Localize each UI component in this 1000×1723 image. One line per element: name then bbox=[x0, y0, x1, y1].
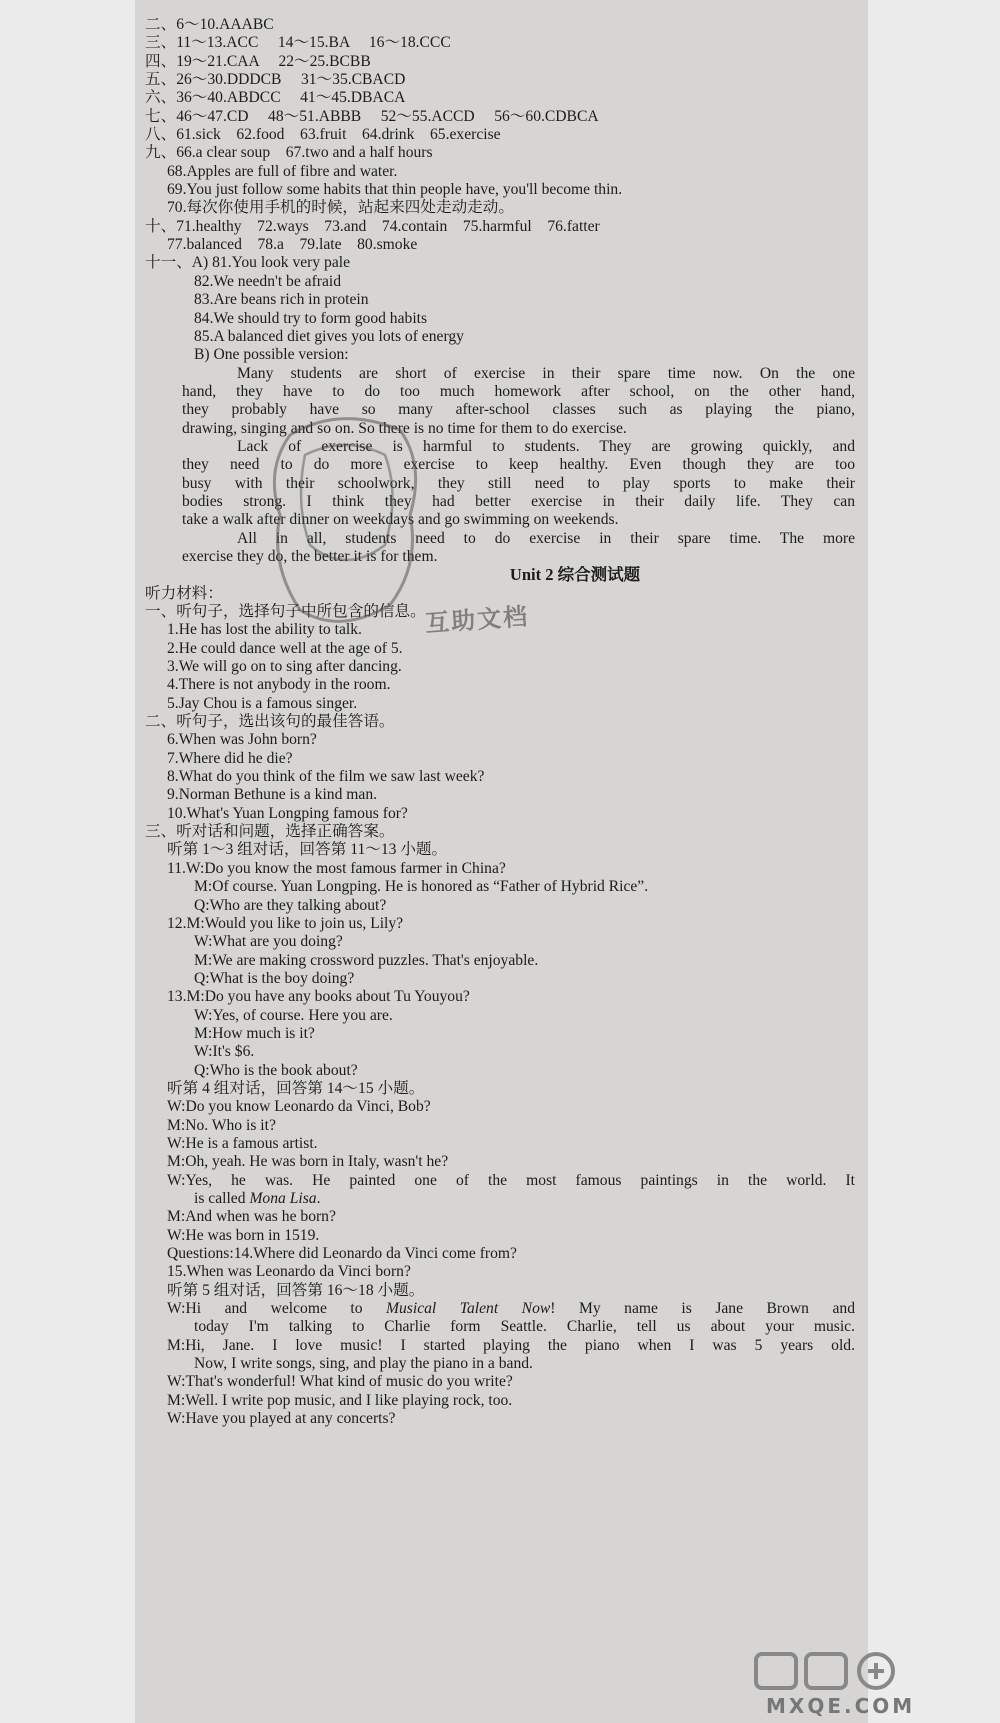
group-title: 听第 1～3 组对话，回答第 11～13 小题。 bbox=[167, 841, 448, 859]
dialogue-line: 11.W:Do you know the most famous farmer in China? bbox=[167, 859, 506, 877]
answer-line: 六、36～40.ABDCC 41～45.DBACA bbox=[145, 89, 406, 107]
sentence-item: 7.Where did he die? bbox=[167, 749, 293, 767]
sentence-item: 6.When was John born? bbox=[167, 731, 317, 749]
question-line: Questions:14.Where did Leonardo da Vinci come from? bbox=[167, 1245, 517, 1263]
dialogue-line: Now, I write songs, sing, and play the piano in a band. bbox=[194, 1355, 533, 1373]
answer-line: 五、26～30.DDDCB 31～35.CBACD bbox=[145, 71, 406, 89]
dialogue-line: W:Yes, of course. Here you are. bbox=[194, 1006, 393, 1024]
painting-title: Mona Lisa bbox=[249, 1190, 317, 1207]
group-title: 听第 5 组对话，回答第 16～18 小题。 bbox=[167, 1281, 425, 1299]
dialogue-line: Q:Who is the book about? bbox=[194, 1061, 358, 1079]
show-title: Musical Talent Now bbox=[386, 1300, 551, 1318]
watermark-url: MXQE.COM bbox=[766, 1694, 916, 1718]
essay-line: busy with their schoolwork, they still need to play sports to make their bbox=[182, 474, 855, 492]
sentence-item: 2.He could dance well at the age of 5. bbox=[167, 639, 403, 657]
part-title: 二、听句子，选出该句的最佳答语。 bbox=[145, 713, 395, 731]
answer-line: 69.You just follow some habits that thin people have, you'll become thin. bbox=[167, 181, 623, 199]
dialogue-line: Q:Who are they talking about? bbox=[194, 896, 387, 914]
unit-heading: Unit 2 综合测试题 bbox=[509, 566, 641, 585]
sentence-item: 9.Norman Bethune is a kind man. bbox=[167, 786, 378, 804]
answer-line: 八、61.sick 62.food 63.fruit 64.drink 65.exercise bbox=[145, 126, 501, 144]
dialogue-line: W:Do you know Leonardo da Vinci, Bob? bbox=[167, 1098, 431, 1116]
essay-line: take a walk after dinner on weekdays and go swimming on weekends. bbox=[182, 511, 619, 529]
dialogue-line: M:Hi, Jane. I love music! I started playing the piano when I was 5 years old. bbox=[167, 1336, 855, 1354]
group-title: 听第 4 组对话，回答第 14～15 小题。 bbox=[167, 1079, 425, 1097]
answer-line: 85.A balanced diet gives you lots of energy bbox=[194, 327, 464, 345]
dialogue-line: W:What are you doing? bbox=[194, 933, 343, 951]
dialogue-line: M:No. Who is it? bbox=[167, 1116, 276, 1134]
dialogue-line: M:We are making crossword puzzles. That's enjoyable. bbox=[194, 951, 539, 969]
answer-line: 十、71.healthy 72.ways 73.and 74.contain 75.harmful 76.fatter bbox=[145, 217, 600, 235]
answer-line: 83.Are beans rich in protein bbox=[194, 291, 369, 309]
dialogue-line: M:How much is it? bbox=[194, 1024, 315, 1042]
answer-line: 十一、A) 81.You look very pale bbox=[145, 254, 351, 272]
dialogue-line: M:Well. I write pop music, and I like playing rock, too. bbox=[167, 1391, 513, 1409]
dialogue-line: W:He was born in 1519. bbox=[167, 1226, 320, 1244]
dialogue-line: W:Have you played at any concerts? bbox=[167, 1410, 396, 1428]
watermark-icon bbox=[736, 1650, 996, 1694]
answer-line: 68.Apples are full of fibre and water. bbox=[167, 162, 398, 180]
essay-line: bodies strong. I think they had better exercise in their daily life. They can bbox=[182, 492, 855, 510]
essay-line: hand, they have to do too much homework after school, on the other hand, bbox=[182, 382, 855, 400]
dialogue-line: W:He is a famous artist. bbox=[167, 1134, 318, 1152]
essay-line: Lack of exercise is harmful to students. They are growing quickly, and bbox=[237, 437, 855, 455]
essay-line: they need to do more exercise to keep healthy. Even though they are too bbox=[182, 456, 855, 474]
left-margin bbox=[0, 0, 135, 1723]
dialogue-line: W:That's wonderful! What kind of music do you write? bbox=[167, 1373, 513, 1391]
question-line: 15.When was Leonardo da Vinci born? bbox=[167, 1263, 411, 1281]
answer-line: 70.每次你使用手机的时候，站起来四处走动走动。 bbox=[167, 199, 514, 217]
dialogue-line: M:Oh, yeah. He was born in Italy, wasn't he? bbox=[167, 1153, 449, 1171]
answer-line: 84.We should try to form good habits bbox=[194, 309, 428, 327]
dialogue-line: W:Yes, he was. He painted one of the most famous paintings in the world. It bbox=[167, 1171, 855, 1189]
essay-line: exercise they do, the better it is for them. bbox=[182, 547, 438, 565]
part-title: 三、听对话和问题，选择正确答案。 bbox=[145, 823, 395, 841]
answer-line: 二、6～10.AAABC bbox=[145, 16, 274, 33]
answer-line: B) One possible version: bbox=[194, 346, 349, 364]
dialogue-line: M:And when was he born? bbox=[167, 1208, 336, 1226]
watermark-logo bbox=[736, 1650, 996, 1720]
dialogue-line: W:Hi and welcome to Musical Talent Now! My name is Jane Brown and bbox=[167, 1300, 855, 1318]
right-margin bbox=[868, 0, 1000, 1723]
dialogue-line: Q:What is the boy doing? bbox=[194, 969, 355, 987]
essay-line: Many students are short of exercise in their spare time now. On the one bbox=[237, 364, 855, 382]
essay-line: drawing, singing and so on. So there is no time for them to do exercise. bbox=[182, 419, 627, 437]
dialogue-line: 13.M:Do you have any books about Tu Youyou? bbox=[167, 988, 470, 1006]
page-content bbox=[145, 16, 855, 1428]
essay-line: they probably have so many after-school classes such as playing the piano, bbox=[182, 401, 855, 419]
stamp-text: 互助文档 bbox=[424, 602, 531, 638]
dialogue-line: W:It's $6. bbox=[194, 1043, 255, 1061]
answer-line: 四、19～21.CAA 22～25.BCBB bbox=[145, 52, 371, 70]
sentence-item: 10.What's Yuan Longping famous for? bbox=[167, 804, 408, 822]
sentence-item: 1.He has lost the ability to talk. bbox=[167, 621, 362, 639]
sentence-item: 8.What do you think of the film we saw last week? bbox=[167, 768, 485, 786]
answer-line: 七、46～47.CD 48～51.ABBB 52～55.ACCD 56～60.CDBCA bbox=[145, 107, 599, 125]
dialogue-line: is called Mona Lisa. bbox=[194, 1190, 321, 1207]
sentence-item: 4.There is not anybody in the room. bbox=[167, 676, 391, 694]
dialogue-line: 12.M:Would you like to join us, Lily? bbox=[167, 914, 404, 932]
answer-line: 三、11～13.ACC 14～15.BA 16～18.CCC bbox=[145, 34, 451, 52]
dialogue-line: today I'm talking to Charlie form Seattle. Charlie, tell us about your music. bbox=[194, 1318, 855, 1336]
part-title: 一、听句子，选择句子中所包含的信息。 bbox=[145, 603, 426, 620]
scanned-page bbox=[135, 0, 868, 1723]
listening-label: 听力材料： bbox=[145, 584, 223, 602]
answer-line: 77.balanced 78.a 79.late 80.smoke bbox=[167, 236, 418, 254]
answer-line: 82.We needn't be afraid bbox=[194, 272, 342, 290]
answer-line: 九、66.a clear soup 67.two and a half hours bbox=[145, 144, 433, 162]
sentence-item: 3.We will go on to sing after dancing. bbox=[167, 658, 402, 676]
dialogue-line: M:Of course. Yuan Longping. He is honored as “Father of Hybrid Rice”. bbox=[194, 878, 649, 896]
essay-line: All in all, students need to do exercise in their spare time. The more bbox=[237, 529, 855, 547]
sentence-item: 5.Jay Chou is a famous singer. bbox=[167, 694, 358, 712]
